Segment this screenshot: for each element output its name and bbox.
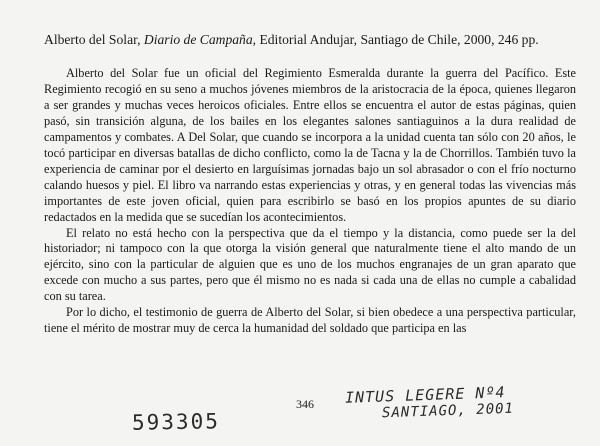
paragraph-3: Por lo dicho, el testimonio de guerra de Alberto del Solar, si bien obedece a una perspectiva particular, tiene el mérito de mostrar muy de cerca la humanidad del soldado que participa en las: [44, 305, 576, 336]
paragraph-2: El relato no está hecho con la perspectiva que da el tiempo y la distancia, como puede ser la del historiador; ni tampoco con la que otorga la visión general que naturalmente tiene el alto mando de un ejército, sino con la particular de alguien que es uno de los muchos engranajes de un gran aparato que excede con mucho a sus partes, pero que él mismo no es nada si cada una de ellas no cumple a cabalidad con su tarea.: [44, 225, 576, 304]
handwritten-journal-note: INTUS LEGERE Nº4: [344, 383, 506, 407]
book-citation: [44, 31, 574, 48]
review-body: [44, 66, 576, 337]
citation-title: Diario de Campaña: [143, 32, 253, 47]
handwritten-date-note: SANTIAGO, 2001: [381, 400, 515, 422]
citation-author: Alberto del Solar,: [44, 32, 141, 47]
page-number: 346: [296, 397, 314, 411]
paragraph-1: Alberto del Solar fue un oficial del Regimiento Esmeralda durante la guerra del Pacífico. Este Regimiento recogió en su seno a muchos jóvenes miembros de la aristocracia de la época, quienes llegaron a ser grandes y muchas veces heroicos oficiales. Entre ellos se encuentra el autor de estas páginas, quien pasó, sin transición alguna, de los bailes en los elegantes salones santiaguinos a la dura realidad de campamentos y combates. A Del Solar, que cuando se incorpora a la unidad cuenta tan sólo con 20 años, le tocó participar en diversas batallas de dicho conflicto, como la de Tacna y la de Chorrillos. También tuvo la experiencia de caminar por el desierto en larguísimas jornadas bajo un sol abrasador o con el frío nocturno calando huesos y piel. El libro va narrando estas experiencias y otras, y en general todas las vivencias más importantes de este joven oficial, quien para escribirlo se basó en los propios apuntes de su diario redactados en la medida que se sucedían los acontecimientos.: [44, 66, 576, 224]
handwritten-catalog-number: 593305: [131, 409, 221, 435]
citation-publisher: , Editorial Andujar, Santiago de Chile, 2000, 246 pp.: [252, 32, 539, 47]
